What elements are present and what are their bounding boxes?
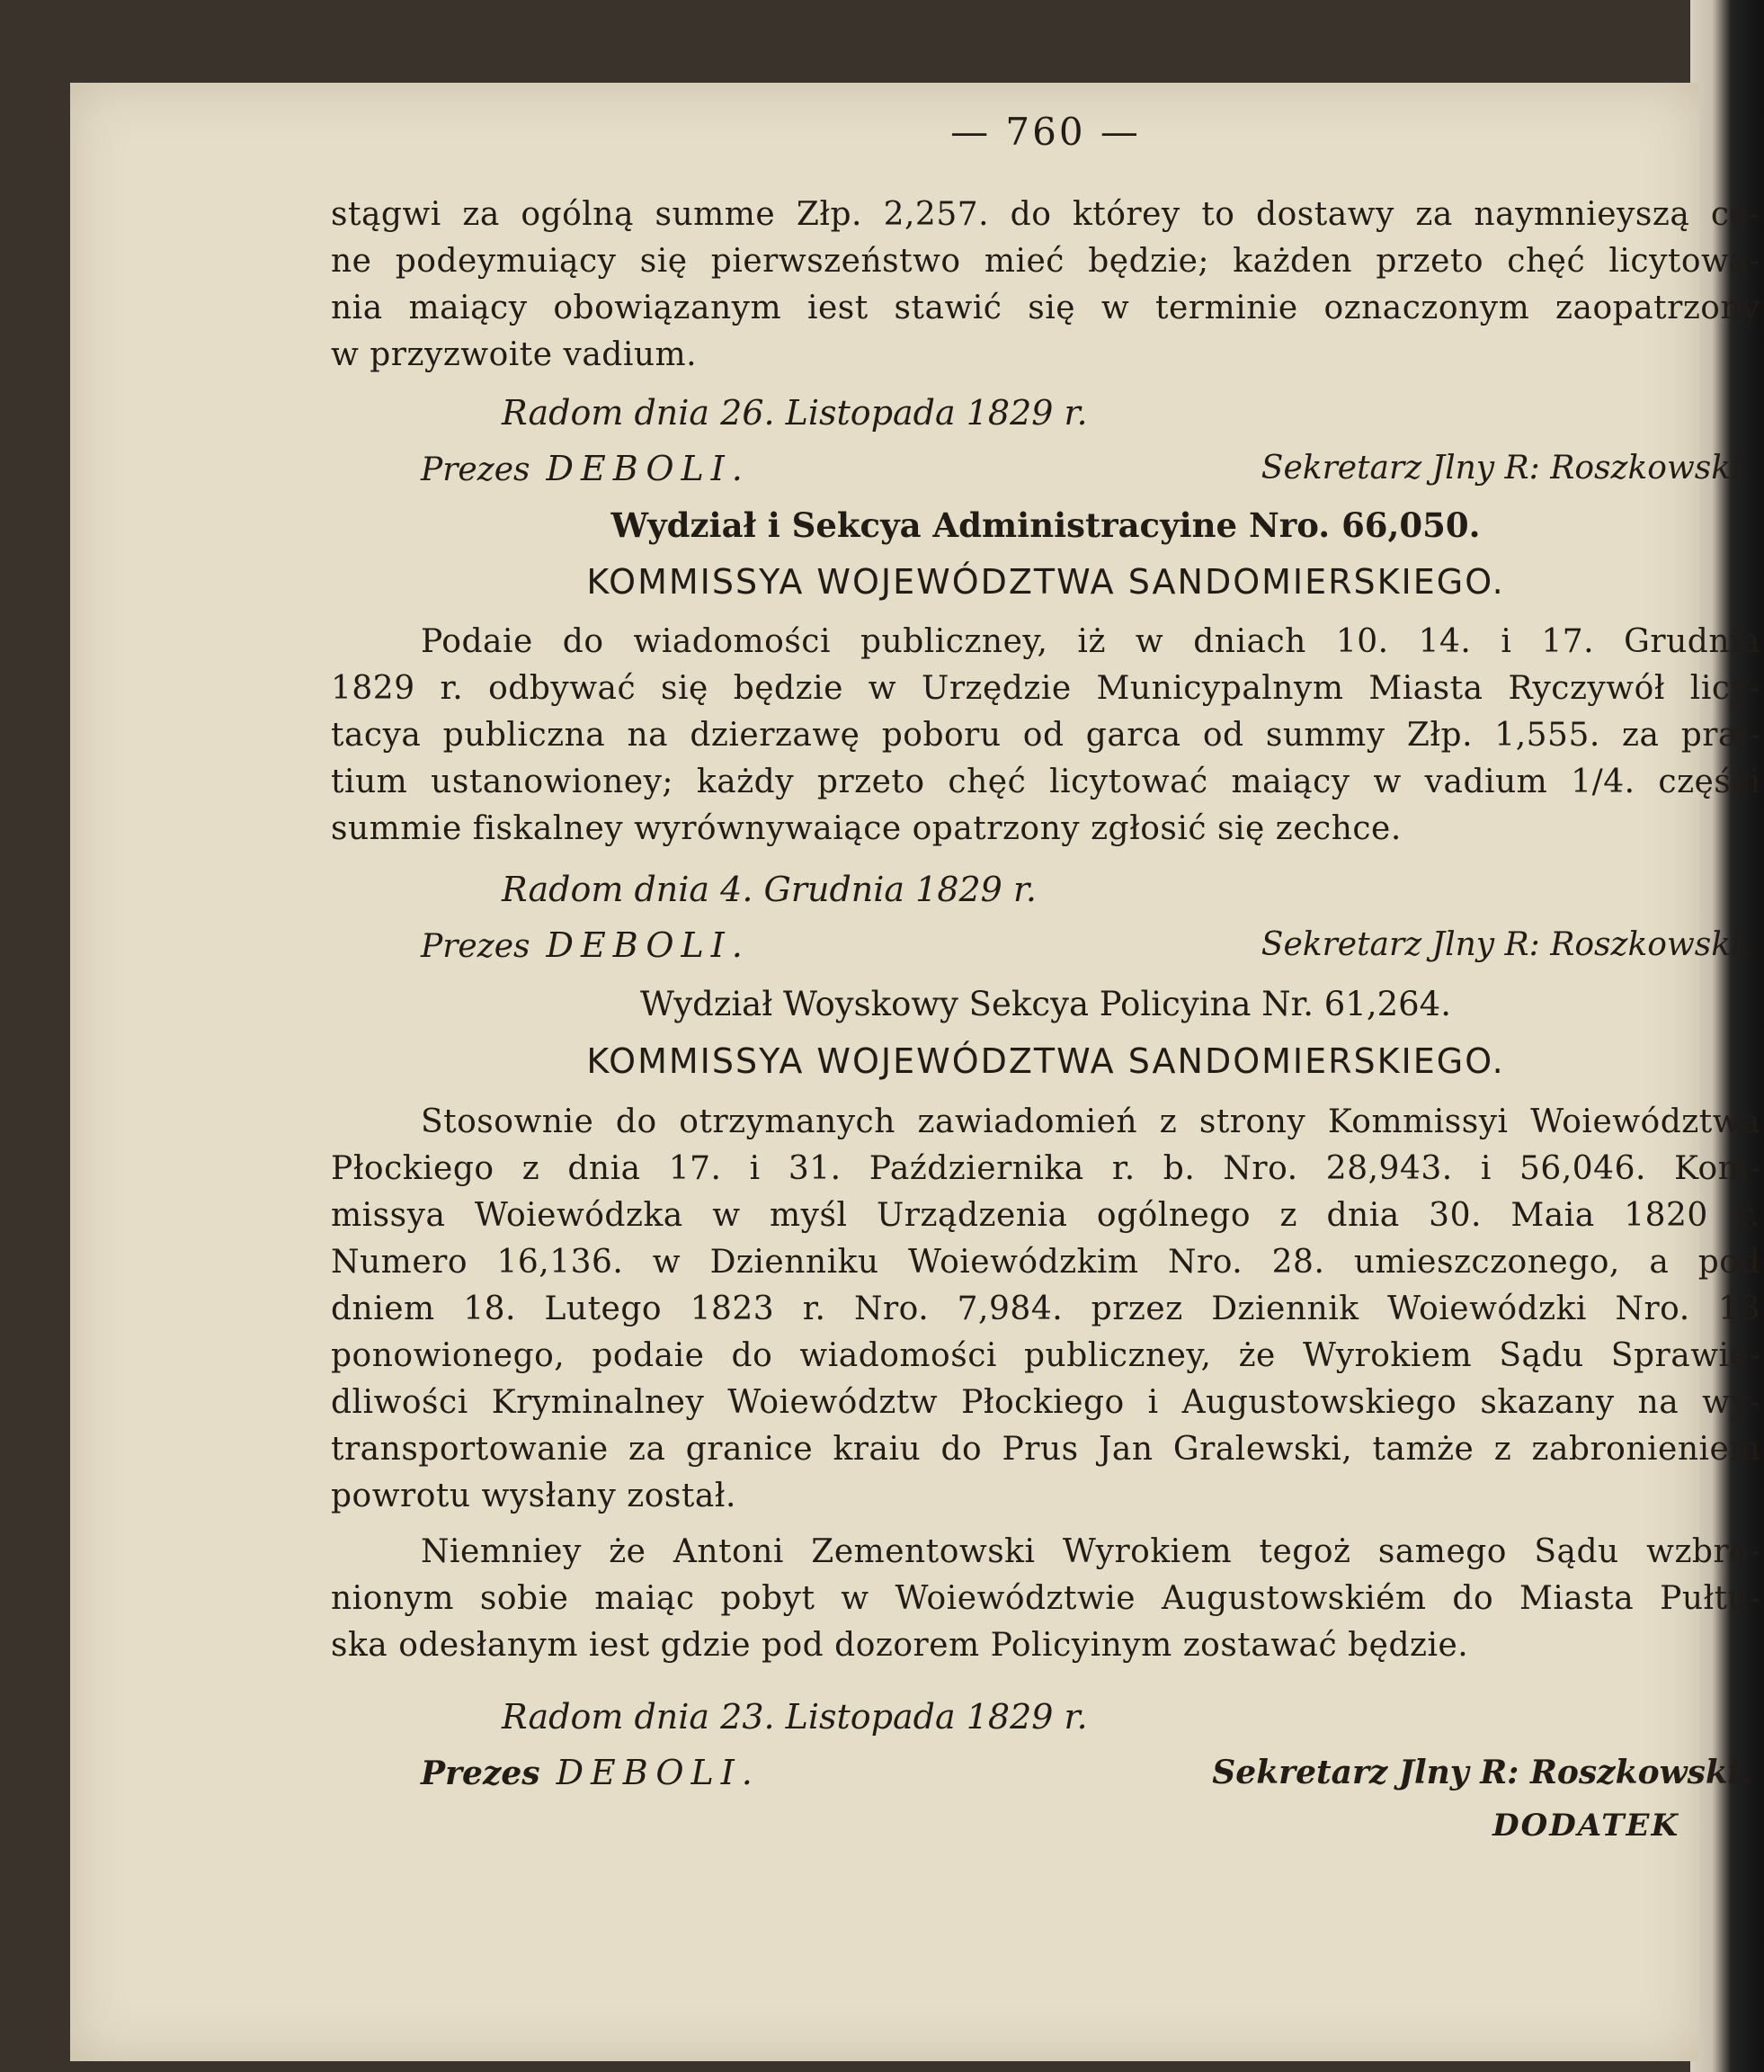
text-line: dliwości Kryminalney Woiewództw Płockiego i Augustowskiego skazany na wy- (331, 1384, 1760, 1421)
text-line: w przyzwoite vadium. (331, 336, 698, 373)
text-line: stągwi za ogólną summe Złp. 2,257. do którey to dostawy za naymnieyszą ce- (331, 196, 1760, 233)
text-line: missya Woiewódzka w myśl Urządzenia ogólnego z dnia 30. Maia 1820 r. (331, 1197, 1760, 1234)
text-line: Płockiego z dnia 17. i 31. Października r. b. Nro. 28,943. i 56,046. Kom- (331, 1150, 1760, 1187)
text-line: Podaie do wiadomości publiczney, iż w dniach 10. 14. i 17. Grudnia (421, 623, 1760, 660)
text-line: tium ustanowioney; każdy przeto chęć licytować maiący w vadium 1/4. części (331, 764, 1760, 800)
document-page (70, 83, 1760, 2061)
department-heading: Wydział i Sekcya Administracyine Nro. 66,050. (610, 505, 1481, 545)
date-line: Radom dnia 26. Listopada 1829 r. (502, 393, 1088, 433)
text-line: Niemniey że Antoni Zementowski Wyrokiem tegoż samego Sądu wzbro- (421, 1533, 1760, 1570)
text-line: ska odesłanym iest gdzie pod dozorem Policyinym zostawać będzie. (331, 1627, 1469, 1664)
text-line: Numero 16,136. w Dzienniku Woiewódzkim Nro. 28. umieszczonego, a pod (331, 1244, 1760, 1281)
sekretarz-signature: Sekretarz Jlny R: Roszkowski. (1212, 1754, 1751, 1791)
sekretarz-signature: Sekretarz Jlny R: Roszkowski. (1261, 450, 1751, 487)
prezes-signature: Prezes DEBOLI. (421, 1753, 760, 1792)
text-line: transportowanie za granice kraiu do Prus Jan Gralewski, tamże z zabronieniem (331, 1431, 1760, 1468)
text-line: summie fiskalney wyrównywaiące opatrzony zgłosić się zechce. (331, 810, 1402, 847)
commission-heading: KOMMISSYA WOJEWÓDZTWA SANDOMIERSKIEGO. (586, 562, 1505, 602)
text-line: nia maiący obowiązanym iest stawić się w terminie oznaczonym zaopatrzony (331, 290, 1760, 326)
text-line: ne podeymuiący się pierwszeństwo mieć będzie; każden przeto chęć licytowa- (331, 243, 1760, 280)
date-line: Radom dnia 4. Grudnia 1829 r. (502, 870, 1038, 909)
text-line: dniem 18. Lutego 1823 r. Nro. 7,984. przez Dziennik Woiewódzki Nro. 13 (331, 1291, 1760, 1327)
page-number: — 760 — (950, 110, 1141, 154)
department-heading: Wydział Woyskowy Sekcya Policyina Nr. 61,264. (640, 985, 1451, 1023)
commission-heading: KOMMISSYA WOJEWÓDZTWA SANDOMIERSKIEGO. (586, 1041, 1505, 1081)
sekretarz-signature: Sekretarz Jlny R: Roszkowski. (1261, 926, 1751, 963)
text-line: Stosownie do otrzymanych zawiadomień z strony Kommissyi Woiewództwa (421, 1103, 1760, 1140)
prezes-signature: Prezes DEBOLI. (421, 925, 750, 965)
date-line: Radom dnia 23. Listopada 1829 r. (502, 1697, 1088, 1737)
text-line: tacya publiczna na dzierzawę poboru od garca od summy Złp. 1,555. za præ- (331, 717, 1760, 754)
catchword: DODATEK (1492, 1808, 1679, 1844)
text-line: 1829 r. odbywać się będzie w Urzędzie Municypalnym Miasta Ryczywół licy- (331, 670, 1760, 707)
text-line: powrotu wysłany został. (331, 1478, 736, 1514)
text-line: ponowionego, podaie do wiadomości publiczney, że Wyrokiem Sądu Sprawie- (331, 1337, 1760, 1374)
text-line: nionym sobie maiąc pobyt w Woiewództwie Augustowskiém do Miasta Pułtu- (331, 1580, 1760, 1617)
prezes-signature: Prezes DEBOLI. (421, 449, 750, 488)
